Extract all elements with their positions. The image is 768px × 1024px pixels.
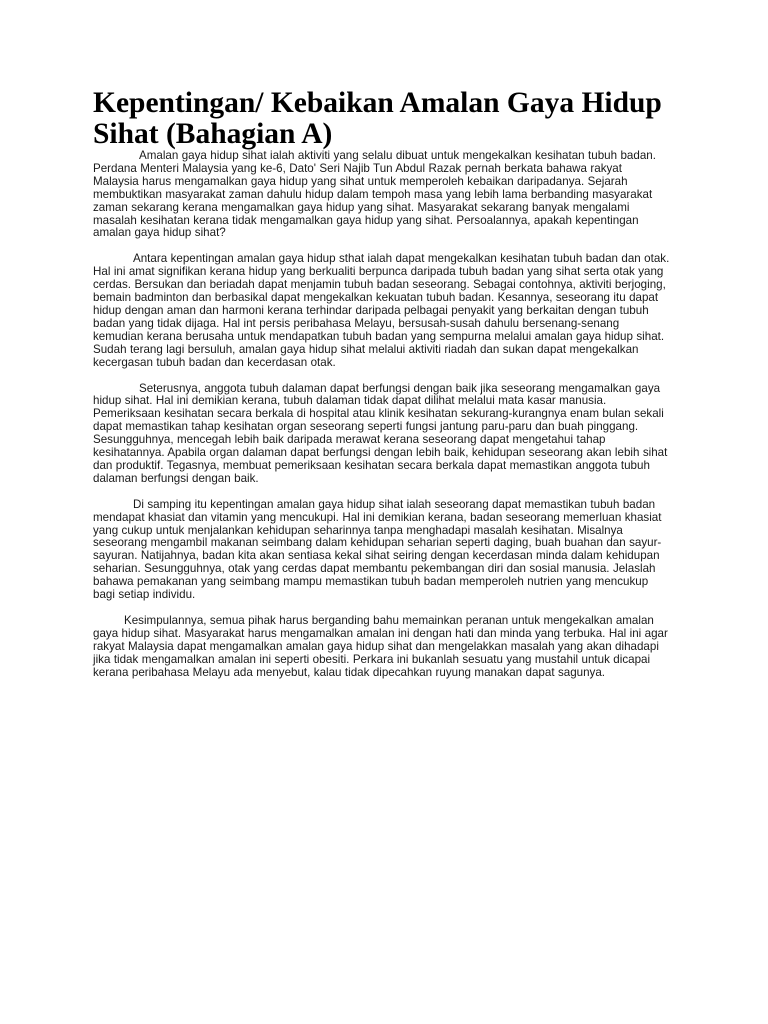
paragraph-point-three: Di samping itu kepentingan amalan gaya hidup sihat ialah seseorang dapat memastikan tubuh badan mendapat khasiat dan vitamin yang mencukupi. Hal ini demikian kerana, badan seseorang memerluan khasiat yang cukup untuk menjalankan kehidupan seharinnya tanpa menghadapi masalah kesihatan. Misalnya seseorang mengambil makanan seimbang dalam kehidupan seharian seperti daging, buah buahan dan sayur-sayuran. Natijahnya, badan kita akan sentiasa kekal sihat seiring dengan kecerdasan minda dalam kehidupan seharian. Sesungguhnya, otak yang cerdas dapat membantu pekembangan diri dan sosial manusia. Jelaslah bahawa pemakanan yang seimbang mampu memastikan tubuh badan memperoleh nutrien yang mencukup bagi setiap individu.: [93, 497, 662, 602]
paragraph-introduction: Amalan gaya hidup sihat ialah aktiviti yang selalu dibuat untuk mengekalkan kesihatan tubuh badan. Perdana Menteri Malaysia yang ke-6, Dato' Seri Najib Tun Abdul Razak pernah berkata bahawa rakyat Malaysia harus mengamalkan gaya hidup yang sihat untuk memperoleh kebaikan daripadanya. Sejarah membuktikan masyarakat zaman dahulu hidup dalam tempoh masa yang lebih lama berbanding masyarakat zaman sekarang kerana mengamalkan gaya hidup yang sihat. Masyarakat sekarang banyak mengalami masalah kesihatan kerana tidak mengamalkan gaya hidup yang sihat. Persoalannya, apakah kepentingan amalan gaya hidup sihat?: [93, 149, 656, 240]
document-title: Kepentingan/ Kebaikan Amalan Gaya Hidup Sihat (Bahagian A): [93, 87, 662, 150]
paragraph-conclusion: Kesimpulannya, semua pihak harus berganding bahu memainkan peranan untuk mengekalkan amalan gaya hidup sihat. Masyarakat harus mengamalkan amalan ini dengan hati dan minda yang terbuka. Hal ini agar rakyat Malaysia dapat mengamalkan amalan gaya hidup sihat dan mengelakkan masalah yang akan dihadapi jika tidak mengamalkan amalan ini seperti obesiti. Perkara ini bukanlah sesuatu yang mustahil untuk dicapai kerana peribahasa Melayu ada menyebut, kalau tidak dipecahkan ruyung manakan dapat sagunya.: [93, 614, 668, 679]
paragraph-point-two: Seterusnya, anggota tubuh dalaman dapat berfungsi dengan baik jika seseorang mengamalkan gaya hidup sihat. Hal ini demikian kerana, tubuh dalaman tidak dapat dilihat melalui mata kasar manusia. Pemeriksaan kesihatan secara berkala di hospital atau klinik kesihatan sekurang-kurangnya enam bulan sekali dapat memastikan tahap kesihatan organ seseorang seperti fungsi jantung paru-paru dan buah pinggang. Sesungguhnya, mencegah lebih baik daripada merawat kerana seseorang dapat mengetahui tahap kesihatannya. Apabila organ dalaman dapat berfungsi dengan lebih baik, kehidupan seseorang akan lebih sihat dan produktif. Tegasnya, membuat pemeriksaan kesihatan secara berkala dapat memastikan anggota tubuh dalaman berfungsi dengan baik.: [93, 381, 668, 485]
document-body: [93, 88, 671, 680]
paragraph-point-one: Antara kepentingan amalan gaya hidup sthat ialah dapat mengekalkan kesihatan tubuh badan dan otak. Hal ini amat signifikan kerana hidup yang berkualiti berpunca daripada tubuh badan yang sihat serta otak yang cerdas. Bersukan dan beriadah dapat menjamin tubuh badan seseorang. Sebagai contohnya, aktiviti berjoging, bemain badminton dan berbasikal dapat mengekalkan kekuatan tubuh badan. Kesannya, seseorang itu dapat hidup dengan aman dan harmoni kerana terhindar daripada pelbagai penyakit yang berkaitan dengan tubuh badan yang tidak dijaga. Hal int persis peribahasa Melayu, bersusah-susah dahulu bersenang-senang kemudian kerana berusaha untuk mendapatkan tubuh badan yang sempurna melalui amalan gaya hidup sihat. Sudah terang lagi bersuluh, amalan gaya hidup sihat melalui aktiviti riadah dan sukan dapat mengekalkan kecergasan tubuh badan dan kecerdasan otak.: [93, 252, 670, 369]
